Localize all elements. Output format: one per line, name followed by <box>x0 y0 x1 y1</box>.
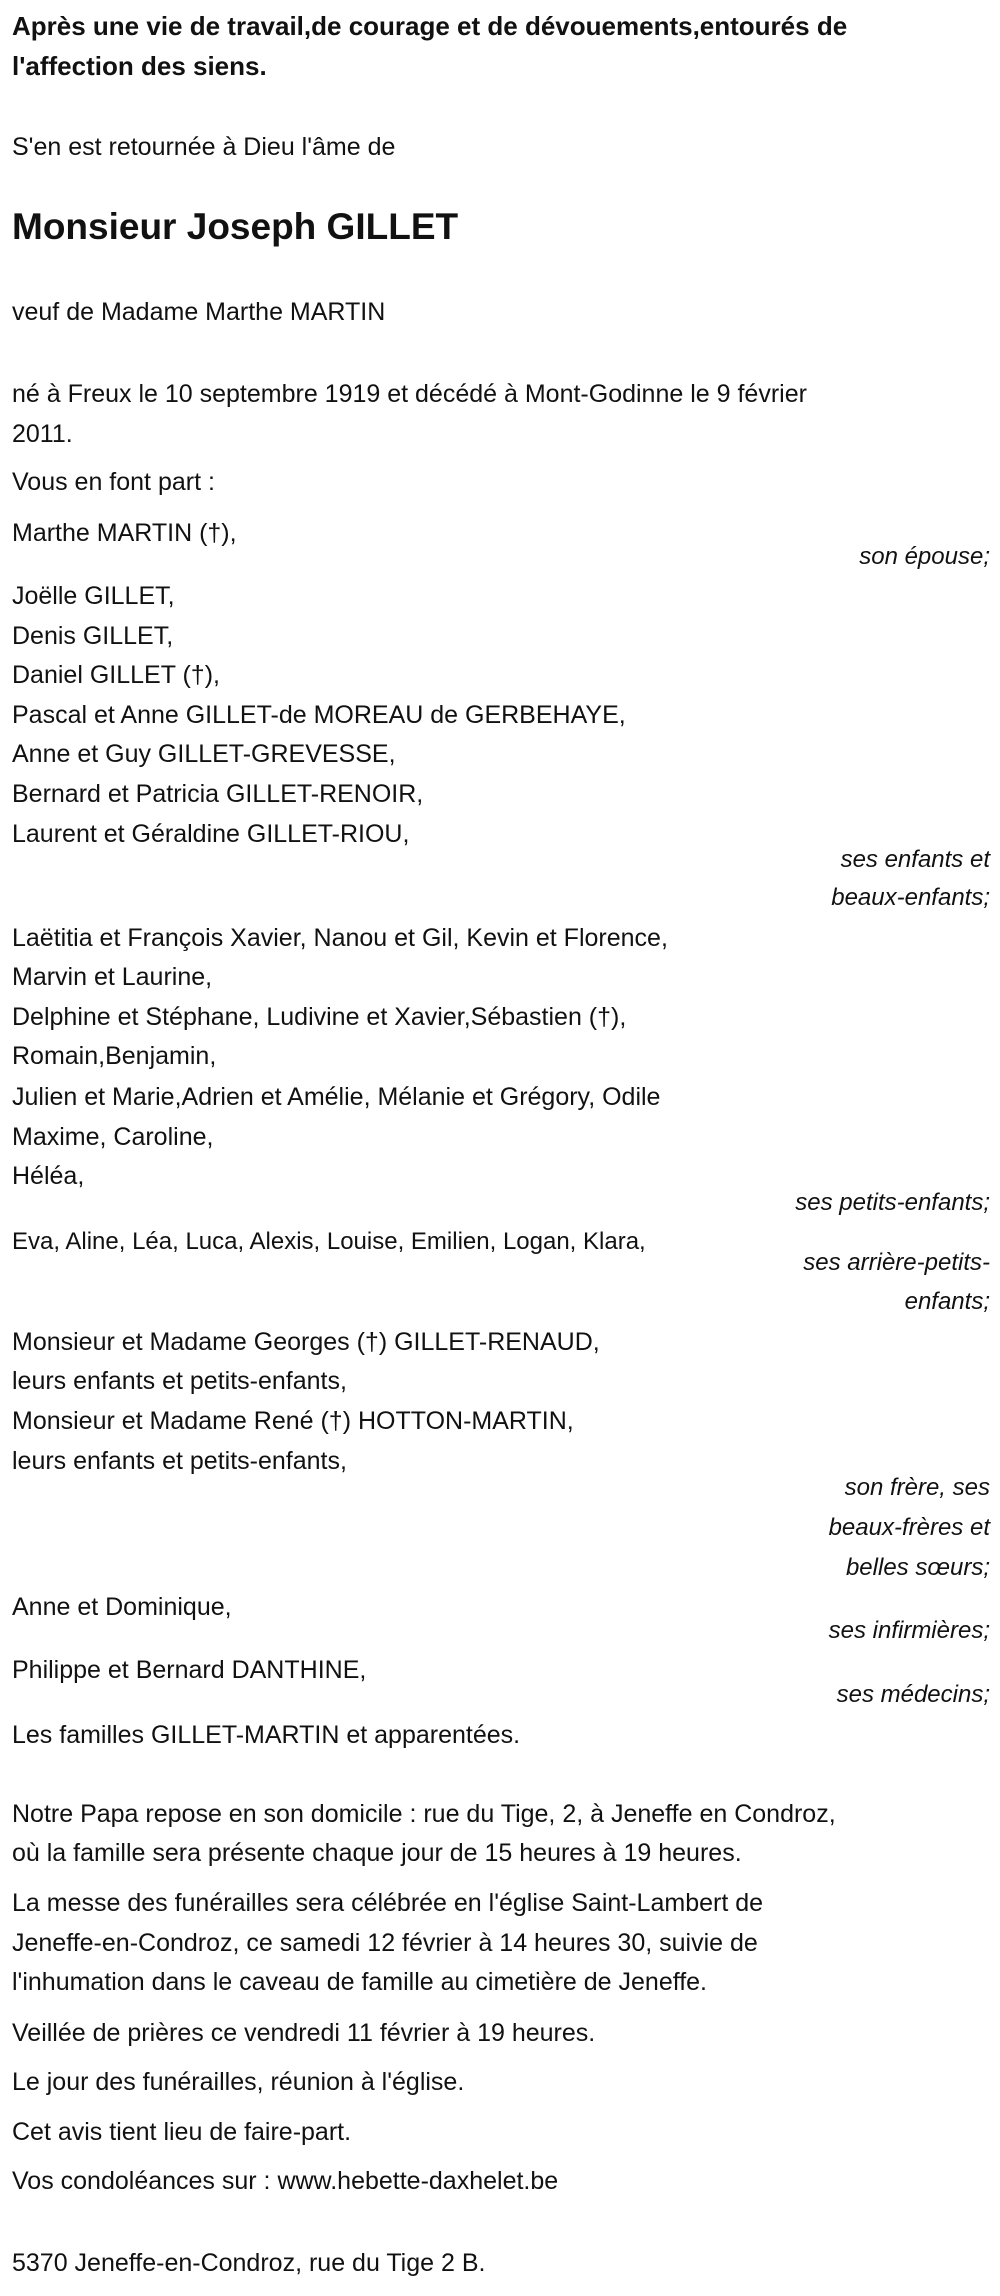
intro-line: Après une vie de travail,de courage et de dévouements,entourés de <box>12 11 848 41</box>
relation-label: beaux-enfants; <box>831 884 990 911</box>
sibling-names: Monsieur et Madame René (†) HOTTON-MARTIN, <box>12 1407 574 1435</box>
relation-label: ses petits-enfants; <box>795 1189 990 1216</box>
widower-text: veuf de Madame Marthe MARTIN <box>12 298 386 326</box>
vigil-text: Veillée de prières ce vendredi 11 février à 19 heures. <box>12 2019 596 2047</box>
child-name: Bernard et Patricia GILLET-RENOIR, <box>12 780 424 808</box>
birth-death-text: 2011. <box>12 420 73 448</box>
relation-label: belles sœurs; <box>845 1554 990 1581</box>
spouse-name: Marthe MARTIN (†), <box>12 519 237 547</box>
grandchild-names: Laëtitia et François Xavier, Nanou et Gil, Kevin et Florence, <box>12 924 668 952</box>
relation-label: ses médecins; <box>836 1681 990 1708</box>
grandchild-names: Julien et Marie,Adrien et Amélie, Mélanie et Grégory, Odile <box>12 1083 661 1111</box>
sibling-names: leurs enfants et petits-enfants, <box>12 1447 347 1475</box>
child-name: Daniel GILLET (†), <box>12 661 220 689</box>
mass-text: La messe des funérailles sera célébrée en l'église Saint-Lambert de <box>12 1889 764 1917</box>
relation-label: enfants; <box>904 1288 990 1315</box>
nurse-names: Anne et Dominique, <box>12 1593 232 1621</box>
sibling-names: Monsieur et Madame Georges (†) GILLET-RENAUD, <box>12 1328 600 1356</box>
meeting-text: Le jour des funérailles, réunion à l'église. <box>12 2068 465 2096</box>
grandchild-names: Delphine et Stéphane, Ludivine et Xavier,Sébastien (†), <box>12 1003 627 1031</box>
child-name: Denis GILLET, <box>12 622 174 650</box>
child-name: Pascal et Anne GILLET-de MOREAU de GERBEHAYE, <box>12 701 626 729</box>
relation-label: beaux-frères et <box>828 1514 990 1541</box>
doctor-names: Philippe et Bernard DANTHINE, <box>12 1656 367 1684</box>
mass-text: Jeneffe-en-Condroz, ce samedi 12 février à 14 heures 30, suivie de <box>12 1929 758 1957</box>
mass-text: l'inhumation dans le caveau de famille au cimetière de Jeneffe. <box>12 1968 708 1996</box>
relation-label: son frère, ses <box>844 1474 990 1501</box>
repose-text: où la famille sera présente chaque jour de 15 heures à 19 heures. <box>12 1839 742 1867</box>
address-text: 5370 Jeneffe-en-Condroz, rue du Tige 2 B. <box>12 2249 486 2277</box>
sibling-names: leurs enfants et petits-enfants, <box>12 1367 347 1395</box>
child-name: Anne et Guy GILLET-GREVESSE, <box>12 740 396 768</box>
intro-line: l'affection des siens. <box>12 51 267 81</box>
lead-text: S'en est retournée à Dieu l'âme de <box>12 133 396 161</box>
child-name: Joëlle GILLET, <box>12 582 175 610</box>
announce-text: Vous en font part : <box>12 468 215 496</box>
grandchild-names: Romain,Benjamin, <box>12 1042 217 1070</box>
grandchild-names: Héléa, <box>12 1162 85 1190</box>
great-grandchild-names: Eva, Aline, Léa, Luca, Alexis, Louise, Emilien, Logan, Klara, <box>12 1228 646 1255</box>
child-name: Laurent et Géraldine GILLET-RIOU, <box>12 820 410 848</box>
relation-label: son épouse; <box>859 543 990 570</box>
birth-death-text: né à Freux le 10 septembre 1919 et décédé à Mont-Godinne le 9 février <box>12 380 807 408</box>
relation-label: ses arrière-petits- <box>803 1249 990 1276</box>
notice-text: Cet avis tient lieu de faire-part. <box>12 2118 352 2146</box>
deceased-name: Monsieur Joseph GILLET <box>12 206 459 247</box>
repose-text: Notre Papa repose en son domicile : rue du Tige, 2, à Jeneffe en Condroz, <box>12 1800 836 1828</box>
condolences-text: Vos condoléances sur : www.hebette-daxhelet.be <box>12 2167 559 2195</box>
families-text: Les familles GILLET-MARTIN et apparentées. <box>12 1721 521 1749</box>
relation-label: ses infirmières; <box>828 1617 990 1644</box>
grandchild-names: Marvin et Laurine, <box>12 963 213 991</box>
grandchild-names: Maxime, Caroline, <box>12 1123 214 1151</box>
relation-label: ses enfants et <box>840 846 990 873</box>
